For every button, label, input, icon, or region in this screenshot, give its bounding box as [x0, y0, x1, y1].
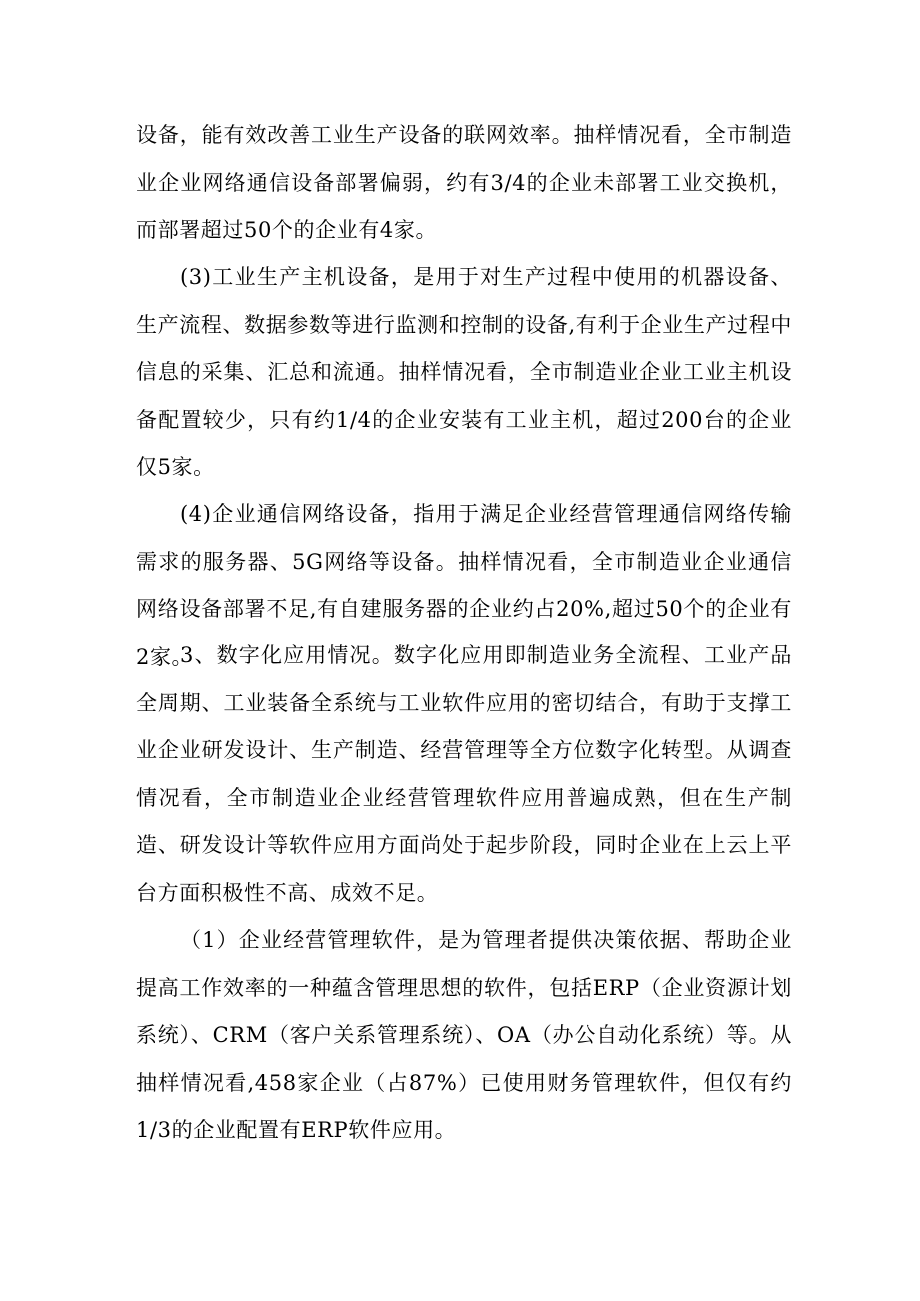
paragraph-management-software: （1）企业经营管理软件，是为管理者提供决策依据、帮助企业提高工作效率的一种蕴含管理思想的软件，包括ERP（企业资源计划系统）、CRM（客户关系管理系统）、OA（办公自动化系统）等。从抽样情况看,458家企业（占87%）已使用财务管理软件，但仅有约1/3的企业配置有ERP软件应用。 — [136, 928, 792, 1142]
paragraph-network-devices-continued: 设备，能有效改善工业生产设备的联网效率。抽样情况看，全市制造业企业网络通信设备部署偏弱，约有3/4的企业未部署工业交换机，而部署超过50个的企业有4家。 — [136, 123, 792, 242]
paragraph-enterprise-network-devices: (4)企业通信网络设备，指用于满足企业经营管理通信网络传输需求的服务器、5G网络等设备。抽样情况看，全市制造业企业通信网络设备部署不足,有自建服务器的企业约占20%,超过50个的企业有2家。 — [136, 502, 792, 669]
paragraph-industrial-host-devices: (3)工业生产主机设备，是用于对生产过程中使用的机器设备、生产流程、数据参数等进行监测和控制的设备,有利于企业生产过程中信息的采集、汇总和流通。抽样情况看，全市制造业企业工业主机设备配置较少，只有约1/4的企业安装有工业主机，超过200台的企业仅5家。 — [136, 265, 792, 479]
paragraph-digital-application-overview: 3、数字化应用情况。数字化应用即制造业务全流程、工业产品全周期、工业装备全系统与工业软件应用的密切结合，有助于支撑工业企业研发设计、生产制造、经营管理等全方位数字化转型。从调查情况看，全市制造业企业经营管理软件应用普遍成熟，但在生产制造、研发设计等软件应用方面尚处于起步阶段，同时企业在上云上平台方面积极性不高、成效不足。 — [136, 643, 792, 905]
